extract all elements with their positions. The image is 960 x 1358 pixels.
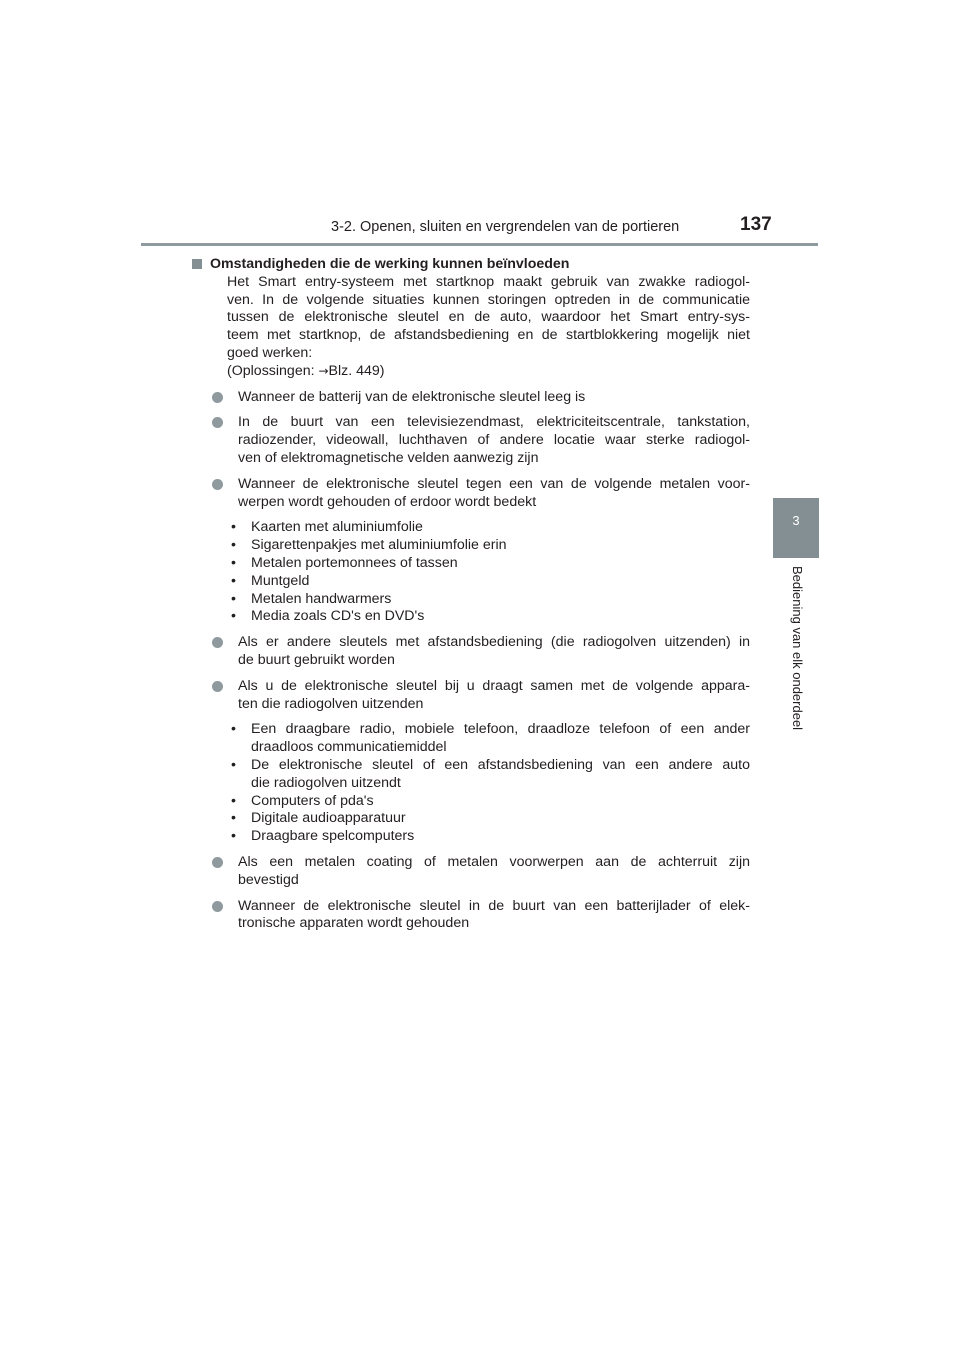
sub-list-item-line: Computers of pda's [251,792,374,809]
list-item-text [238,854,750,890]
list-item-line: Wanneer de elektronische sleutel in de buurt van een batterijlader of elek- [238,897,750,914]
sub-bullet-icon: • [231,519,236,536]
sub-list-item-line: die radiogolven uitzendt [251,774,401,791]
reference-page-link[interactable]: Blz. 449) [328,362,385,379]
list-item-text [238,476,750,512]
sub-bullet-icon: • [231,537,236,554]
intro-line: goed werken: [227,344,313,361]
list-item-line: Als een metalen coating of metalen voorwerpen aan de achterruit zijn [238,853,750,870]
sub-list-item-text [251,573,750,591]
square-marker-icon [192,259,202,269]
list-item-line: werpen wordt gehouden of erdoor wordt bedekt [238,493,537,510]
list-item-line: ten die radiogolven uitzenden [238,695,424,712]
sub-list-item [210,721,750,757]
list-item-line: Als u de elektronische sleutel bij u draagt samen met de volgende appara- [238,677,750,694]
sub-list-item-line: De elektronische sleutel of een afstandsbediening van een andere auto [251,756,750,773]
sub-list-item [210,555,750,573]
list-item [210,414,750,467]
sub-bullet-icon: • [231,608,236,625]
bullet-dot-icon [212,637,223,648]
sub-list-item-text [251,793,750,811]
reference-prefix: (Oplossingen: [227,362,319,379]
list-item [210,476,750,512]
intro-line: tussen de elektronische sleutel en de auto, waardoor het Smart entry-sys- [227,309,750,326]
list-item-line: Wanneer de batterij van de elektronische sleutel leeg is [238,388,586,405]
section-heading [192,256,750,274]
list-item [210,678,750,714]
list-item [210,389,750,407]
sub-list-item-text [251,828,750,846]
list-item-text [238,414,750,467]
chapter-tab [773,498,819,558]
list-item-line: Wanneer de elektronische sleutel tegen een van de volgende metalen voor- [238,475,750,492]
sub-bullet-icon: • [231,792,236,809]
sub-list-item-line: Metalen portemonnees of tassen [251,554,458,571]
sub-list [210,519,750,626]
sub-list [210,721,750,846]
sub-list-item-text [251,591,750,609]
sub-bullet-icon: • [231,554,236,571]
list-item-line: ven of elektromagnetische velden aanwezig zijn [238,449,539,466]
section-heading-text: Omstandigheden die de werking kunnen beïnvloeden [210,256,570,272]
sub-list-item [210,757,750,793]
list-item [210,634,750,670]
solution-reference [210,363,750,381]
bullet-dot-icon [212,417,223,428]
bullet-dot-icon [212,392,223,403]
running-header-title: 3-2. Openen, sluiten en vergrendelen van de portieren [331,219,680,235]
sub-list-item [210,793,750,811]
sub-bullet-icon: • [231,828,236,845]
arrow-right-icon: → [318,363,329,378]
list-item-line: bevestigd [238,871,299,888]
sub-list-item-text [251,608,750,626]
list-item-text [238,389,750,407]
list-item [210,898,750,934]
conditions-list [210,389,750,934]
list-item-line: radiozender, videowall, luchthaven of andere locatie waar sterke radiogol- [238,432,750,449]
list-item-line: de buurt gebruikt worden [238,651,395,668]
list-item-text [238,634,750,670]
sub-list-item-line: Draagbare spelcomputers [251,828,415,845]
intro-line: ven. In de volgende situaties kunnen storingen optreden in de communicatie [227,291,750,308]
list-item-line: tronische apparaten wordt gehouden [238,915,470,932]
sub-list-item [210,591,750,609]
chapter-number: 3 [792,513,800,528]
sub-list-item-text [251,757,750,793]
sub-list-item [210,519,750,537]
sub-list-item-text [251,721,750,757]
sub-list-item-line: Kaarten met aluminiumfolie [251,519,423,536]
header-divider [141,243,818,246]
sub-bullet-icon: • [231,590,236,607]
sub-bullet-icon: • [231,810,236,827]
bullet-dot-icon [212,479,223,490]
list-item-line: In de buurt van een televisiezendmast, elektriciteitscentrale, tankstation, [238,414,750,431]
bullet-dot-icon [212,681,223,692]
sub-list-item [210,810,750,828]
sub-list-item-text [251,519,750,537]
sub-bullet-icon: • [231,721,236,738]
sub-list-item [210,828,750,846]
sub-list-item-line: Metalen handwarmers [251,590,392,607]
sub-list-item-line: Media zoals CD's en DVD's [251,608,425,625]
sub-list-item [210,608,750,626]
page-number: 137 [740,214,772,235]
chapter-label: Bediening van elk onderdeel [790,566,805,731]
list-item-line: Als er andere sleutels met afstandsbediening (die radiogolven uitzenden) in [238,634,750,651]
sub-list-item-line: Digitale audioapparatuur [251,810,406,827]
list-item [210,854,750,890]
bullet-dot-icon [212,857,223,868]
intro-line: teem met startknop, de afstandsbediening en de startblokkering mogelijk niet [227,327,750,344]
sub-list-item-text [251,537,750,555]
sub-list-item-line: draadloos communicatiemiddel [251,739,447,756]
sub-bullet-icon: • [231,756,236,773]
sub-list-item-line: Sigarettenpakjes met aluminiumfolie erin [251,537,507,554]
sub-list-item-text [251,555,750,573]
sub-list-item-line: Een draagbare radio, mobiele telefoon, draadloze telefoon of een ander [251,721,750,738]
list-item-text [238,898,750,934]
intro-paragraph [210,274,750,363]
sub-list-item [210,537,750,555]
sub-bullet-icon: • [231,572,236,589]
sub-list-item-line: Muntgeld [251,572,310,589]
sub-list-item [210,573,750,591]
bullet-dot-icon [212,901,223,912]
list-item-text [238,678,750,714]
sub-list-item-text [251,810,750,828]
main-content [210,256,750,933]
intro-line: Het Smart entry-systeem met startknop maakt gebruik van zwakke radiogol- [227,273,750,290]
